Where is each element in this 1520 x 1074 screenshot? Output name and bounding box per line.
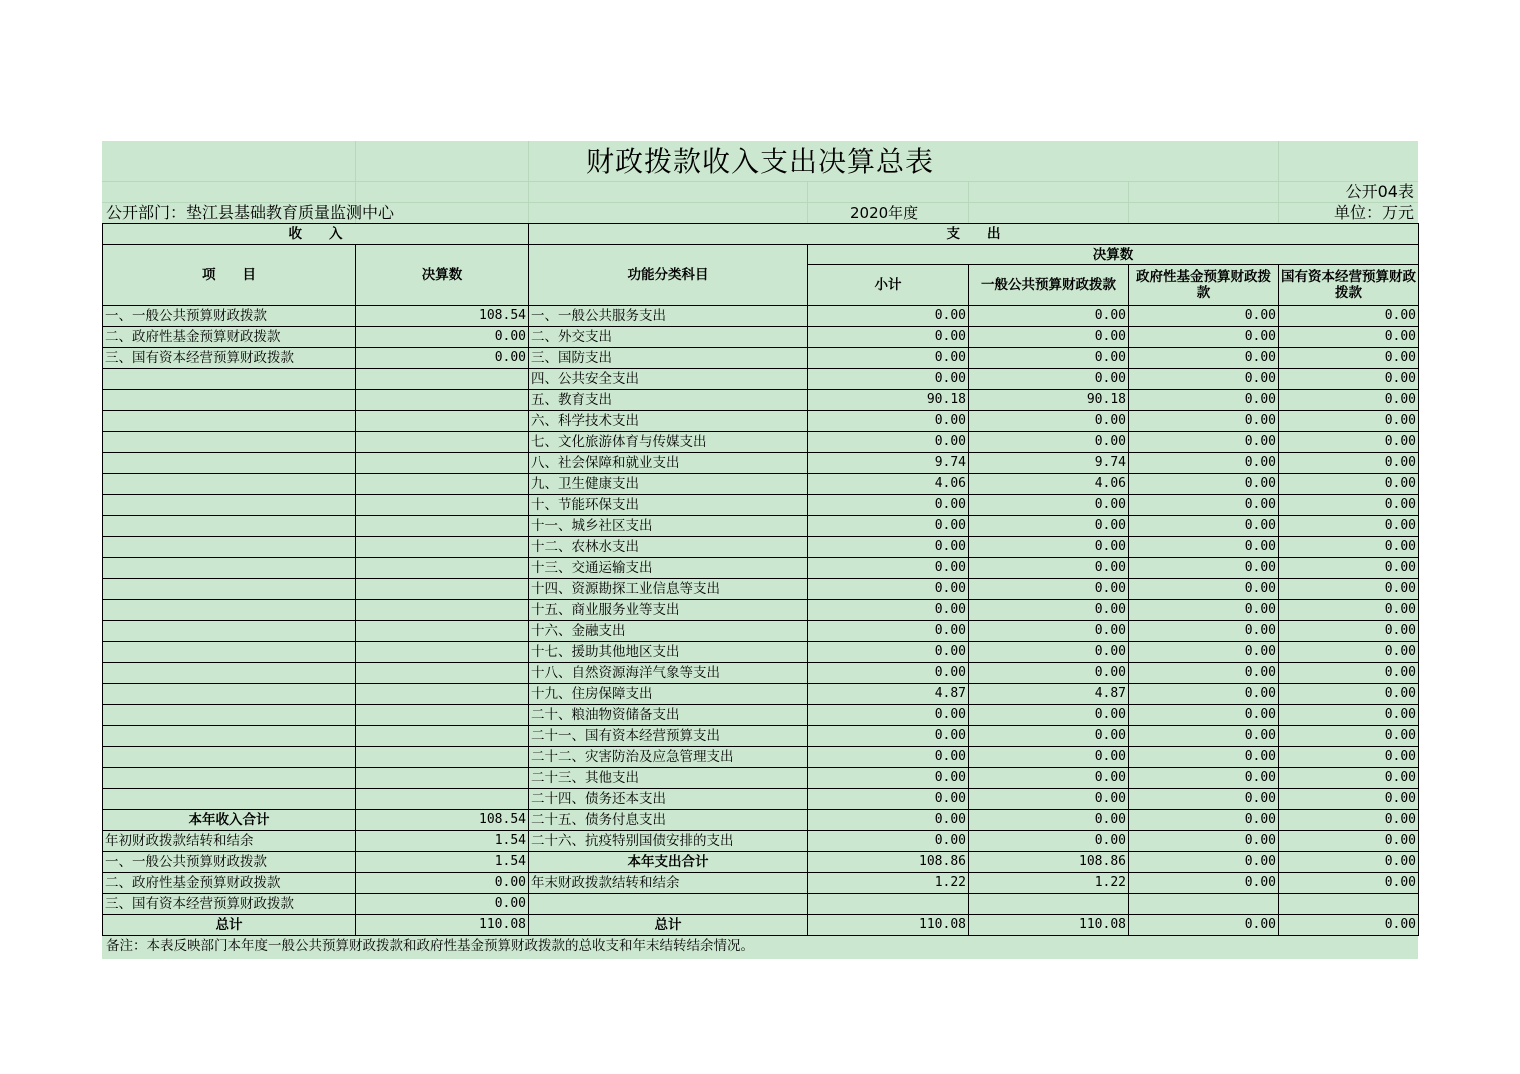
expense-item-cell: 本年支出合计 xyxy=(529,852,808,873)
income-amount-cell: 1.54 xyxy=(356,852,529,873)
expense-general-cell: 0.00 xyxy=(969,663,1129,684)
expense-general-cell: 108.86 xyxy=(969,852,1129,873)
expense-gov-fund-cell: 0.00 xyxy=(1129,600,1279,621)
expense-item-cell: 十六、金融支出 xyxy=(529,621,808,642)
income-item-cell xyxy=(103,705,356,726)
income-item-cell: 一、一般公共预算财政拨款 xyxy=(103,306,356,327)
item-header: 项 目 xyxy=(103,245,356,306)
expense-subtotal-cell: 0.00 xyxy=(808,621,969,642)
expense-item-cell: 十七、援助其他地区支出 xyxy=(529,642,808,663)
income-item-cell: 本年收入合计 xyxy=(103,810,356,831)
expense-state-capital-cell: 0.00 xyxy=(1279,789,1419,810)
table-row xyxy=(103,747,1419,768)
income-amount-cell: 110.08 xyxy=(356,915,529,936)
expense-general-cell: 0.00 xyxy=(969,579,1129,600)
expense-state-capital-cell: 0.00 xyxy=(1279,663,1419,684)
income-amount-cell xyxy=(356,453,529,474)
expense-state-capital-cell: 0.00 xyxy=(1279,915,1419,936)
expense-gov-fund-cell: 0.00 xyxy=(1129,369,1279,390)
expense-gov-fund-cell xyxy=(1129,894,1279,915)
table-row xyxy=(103,852,1419,873)
table-row xyxy=(103,579,1419,600)
table-row xyxy=(103,642,1419,663)
income-item-cell xyxy=(103,579,356,600)
expense-general-cell: 0.00 xyxy=(969,537,1129,558)
expense-gov-fund-cell: 0.00 xyxy=(1129,705,1279,726)
expense-subtotal-cell: 0.00 xyxy=(808,663,969,684)
table-row xyxy=(103,411,1419,432)
expense-subtotal-cell: 0.00 xyxy=(808,495,969,516)
income-amount-cell xyxy=(356,705,529,726)
table-row xyxy=(103,432,1419,453)
expense-state-capital-cell xyxy=(1279,894,1419,915)
expense-general-cell: 0.00 xyxy=(969,411,1129,432)
expense-state-capital-cell: 0.00 xyxy=(1279,306,1419,327)
table-row xyxy=(103,600,1419,621)
budget-table xyxy=(102,223,1419,936)
footnote: 备注：本表反映部门本年度一般公共预算财政拨款和政府性基金预算财政拨款的总收支和年末结转结余情况。 xyxy=(106,938,754,954)
expense-state-capital-cell: 0.00 xyxy=(1279,516,1419,537)
expense-subtotal-cell: 0.00 xyxy=(808,432,969,453)
expense-item-cell: 八、社会保障和就业支出 xyxy=(529,453,808,474)
income-item-cell xyxy=(103,663,356,684)
table-row xyxy=(103,390,1419,411)
final-amount-header: 决算数 xyxy=(808,245,1419,265)
expense-general-cell: 0.00 xyxy=(969,705,1129,726)
table-row xyxy=(103,915,1419,936)
expense-state-capital-cell: 0.00 xyxy=(1279,852,1419,873)
income-amount-cell xyxy=(356,747,529,768)
expense-gov-fund-cell: 0.00 xyxy=(1129,642,1279,663)
income-amount-cell: 0.00 xyxy=(356,873,529,894)
income-amount-cell xyxy=(356,642,529,663)
expense-item-cell: 五、教育支出 xyxy=(529,390,808,411)
expense-subtotal-cell: 0.00 xyxy=(808,327,969,348)
expense-item-cell: 二十四、债务还本支出 xyxy=(529,789,808,810)
expense-state-capital-cell: 0.00 xyxy=(1279,369,1419,390)
expense-state-capital-cell: 0.00 xyxy=(1279,684,1419,705)
income-amount-cell: 0.00 xyxy=(356,348,529,369)
expense-state-capital-cell: 0.00 xyxy=(1279,579,1419,600)
table-row xyxy=(103,894,1419,915)
expense-subtotal-cell: 0.00 xyxy=(808,726,969,747)
expense-gov-fund-cell: 0.00 xyxy=(1129,810,1279,831)
income-amount-cell xyxy=(356,789,529,810)
expense-state-capital-cell: 0.00 xyxy=(1279,621,1419,642)
income-amount-cell xyxy=(356,432,529,453)
expense-gov-fund-cell: 0.00 xyxy=(1129,684,1279,705)
expense-gov-fund-cell: 0.00 xyxy=(1129,537,1279,558)
table-row xyxy=(103,453,1419,474)
expense-general-cell: 0.00 xyxy=(969,327,1129,348)
income-item-cell xyxy=(103,432,356,453)
income-item-cell xyxy=(103,621,356,642)
income-item-cell xyxy=(103,537,356,558)
expense-subtotal-cell: 1.22 xyxy=(808,873,969,894)
income-item-cell xyxy=(103,558,356,579)
income-amount-cell xyxy=(356,663,529,684)
expense-subtotal-cell: 4.87 xyxy=(808,684,969,705)
income-amount-cell xyxy=(356,558,529,579)
expense-item-cell: 总计 xyxy=(529,915,808,936)
expense-general-cell: 110.08 xyxy=(969,915,1129,936)
expense-state-capital-cell: 0.00 xyxy=(1279,474,1419,495)
expense-item-cell: 三、国防支出 xyxy=(529,348,808,369)
expense-state-capital-cell: 0.00 xyxy=(1279,558,1419,579)
state-capital-header: 国有资本经营预算财政拨款 xyxy=(1279,265,1419,306)
expense-gov-fund-cell: 0.00 xyxy=(1129,726,1279,747)
expense-general-cell: 0.00 xyxy=(969,432,1129,453)
income-amount-cell: 0.00 xyxy=(356,894,529,915)
report-title: 财政拨款收入支出决算总表 xyxy=(585,145,934,178)
expense-general-cell: 4.06 xyxy=(969,474,1129,495)
table-row xyxy=(103,831,1419,852)
expense-state-capital-cell: 0.00 xyxy=(1279,390,1419,411)
income-item-cell xyxy=(103,474,356,495)
income-item-cell: 二、政府性基金预算财政拨款 xyxy=(103,327,356,348)
expense-gov-fund-cell: 0.00 xyxy=(1129,579,1279,600)
income-amount-cell: 108.54 xyxy=(356,306,529,327)
expense-gov-fund-cell: 0.00 xyxy=(1129,747,1279,768)
expense-gov-fund-cell: 0.00 xyxy=(1129,516,1279,537)
expense-subtotal-cell: 4.06 xyxy=(808,474,969,495)
expense-item-cell: 十一、城乡社区支出 xyxy=(529,516,808,537)
expense-gov-fund-cell: 0.00 xyxy=(1129,474,1279,495)
expense-general-cell: 0.00 xyxy=(969,726,1129,747)
expense-state-capital-cell: 0.00 xyxy=(1279,327,1419,348)
expense-gov-fund-cell: 0.00 xyxy=(1129,558,1279,579)
table-row xyxy=(103,369,1419,390)
income-amount-cell xyxy=(356,768,529,789)
expense-gov-fund-cell: 0.00 xyxy=(1129,432,1279,453)
expense-item-cell: 九、卫生健康支出 xyxy=(529,474,808,495)
income-item-cell xyxy=(103,747,356,768)
income-item-cell xyxy=(103,600,356,621)
expense-general-cell: 0.00 xyxy=(969,831,1129,852)
expense-gov-fund-cell: 0.00 xyxy=(1129,327,1279,348)
expense-item-cell: 年末财政拨款结转和结余 xyxy=(529,873,808,894)
expense-gov-fund-cell: 0.00 xyxy=(1129,411,1279,432)
expense-state-capital-cell: 0.00 xyxy=(1279,747,1419,768)
expense-general-cell: 0.00 xyxy=(969,789,1129,810)
income-amount-cell xyxy=(356,369,529,390)
income-amount-cell xyxy=(356,600,529,621)
income-amount-cell xyxy=(356,537,529,558)
expense-general-cell: 0.00 xyxy=(969,495,1129,516)
expense-state-capital-cell: 0.00 xyxy=(1279,705,1419,726)
func-item-header: 功能分类科目 xyxy=(529,245,808,306)
expense-subtotal-cell: 0.00 xyxy=(808,831,969,852)
expense-general-cell: 0.00 xyxy=(969,810,1129,831)
expense-subtotal-cell: 0.00 xyxy=(808,810,969,831)
expense-gov-fund-cell: 0.00 xyxy=(1129,495,1279,516)
expense-state-capital-cell: 0.00 xyxy=(1279,726,1419,747)
expense-subtotal-cell: 108.86 xyxy=(808,852,969,873)
income-item-cell: 三、国有资本经营预算财政拨款 xyxy=(103,348,356,369)
expense-general-cell: 4.87 xyxy=(969,684,1129,705)
table-row xyxy=(103,348,1419,369)
income-amount-cell xyxy=(356,474,529,495)
expense-subtotal-cell: 0.00 xyxy=(808,348,969,369)
expense-gov-fund-cell: 0.00 xyxy=(1129,873,1279,894)
table-row xyxy=(103,516,1419,537)
income-item-cell xyxy=(103,495,356,516)
expense-gov-fund-cell: 0.00 xyxy=(1129,663,1279,684)
table-row xyxy=(103,537,1419,558)
expense-state-capital-cell: 0.00 xyxy=(1279,768,1419,789)
table-row xyxy=(103,810,1419,831)
form-number: 公开04表 xyxy=(1345,182,1414,201)
unit-label: 单位：万元 xyxy=(1333,203,1414,222)
expense-subtotal-cell: 0.00 xyxy=(808,789,969,810)
expense-subtotal-cell: 90.18 xyxy=(808,390,969,411)
income-item-cell: 总计 xyxy=(103,915,356,936)
expense-item-cell: 二十一、国有资本经营预算支出 xyxy=(529,726,808,747)
expense-subtotal-cell: 0.00 xyxy=(808,369,969,390)
expense-general-cell: 0.00 xyxy=(969,306,1129,327)
income-item-cell xyxy=(103,411,356,432)
expense-subtotal-cell: 0.00 xyxy=(808,642,969,663)
expense-state-capital-cell: 0.00 xyxy=(1279,873,1419,894)
expense-general-cell xyxy=(969,894,1129,915)
expense-item-cell: 十八、自然资源海洋气象等支出 xyxy=(529,663,808,684)
income-amount-cell xyxy=(356,579,529,600)
expense-subtotal-cell: 0.00 xyxy=(808,600,969,621)
income-item-cell: 年初财政拨款结转和结余 xyxy=(103,831,356,852)
income-item-cell xyxy=(103,390,356,411)
expense-gov-fund-cell: 0.00 xyxy=(1129,453,1279,474)
income-item-cell: 一、一般公共预算财政拨款 xyxy=(103,852,356,873)
expense-state-capital-cell: 0.00 xyxy=(1279,600,1419,621)
expense-gov-fund-cell: 0.00 xyxy=(1129,306,1279,327)
expense-subtotal-cell: 9.74 xyxy=(808,453,969,474)
expense-gov-fund-cell: 0.00 xyxy=(1129,789,1279,810)
expense-item-cell: 二十三、其他支出 xyxy=(529,768,808,789)
expense-state-capital-cell: 0.00 xyxy=(1279,642,1419,663)
income-item-cell xyxy=(103,453,356,474)
amount-header: 决算数 xyxy=(356,245,529,306)
income-amount-cell xyxy=(356,411,529,432)
expense-subtotal-cell: 0.00 xyxy=(808,705,969,726)
expense-item-cell: 二十、粮油物资储备支出 xyxy=(529,705,808,726)
income-item-cell xyxy=(103,789,356,810)
expense-subtotal-cell: 0.00 xyxy=(808,411,969,432)
expense-subtotal-cell: 0.00 xyxy=(808,516,969,537)
department-label: 公开部门：垫江县基础教育质量监测中心 xyxy=(106,203,395,222)
report-sheet xyxy=(102,141,1418,959)
expense-gov-fund-cell: 0.00 xyxy=(1129,768,1279,789)
gov-fund-header: 政府性基金预算财政拨款 xyxy=(1129,265,1279,306)
expense-item-cell xyxy=(529,894,808,915)
expense-gov-fund-cell: 0.00 xyxy=(1129,621,1279,642)
income-item-cell xyxy=(103,768,356,789)
expense-subtotal-cell: 0.00 xyxy=(808,306,969,327)
income-amount-cell: 108.54 xyxy=(356,810,529,831)
income-item-cell xyxy=(103,684,356,705)
table-row xyxy=(103,474,1419,495)
expense-state-capital-cell: 0.00 xyxy=(1279,432,1419,453)
expense-item-cell: 十三、交通运输支出 xyxy=(529,558,808,579)
income-amount-cell xyxy=(356,495,529,516)
expense-general-cell: 0.00 xyxy=(969,621,1129,642)
expense-state-capital-cell: 0.00 xyxy=(1279,810,1419,831)
income-amount-cell xyxy=(356,684,529,705)
income-amount-cell xyxy=(356,516,529,537)
table-row xyxy=(103,705,1419,726)
expense-general-cell: 90.18 xyxy=(969,390,1129,411)
subtotal-header: 小计 xyxy=(808,265,969,306)
expense-subtotal-cell: 0.00 xyxy=(808,747,969,768)
expense-state-capital-cell: 0.00 xyxy=(1279,453,1419,474)
table-row xyxy=(103,621,1419,642)
expense-subtotal-cell xyxy=(808,894,969,915)
expense-subtotal-cell: 110.08 xyxy=(808,915,969,936)
income-amount-cell xyxy=(356,621,529,642)
table-row xyxy=(103,306,1419,327)
table-row xyxy=(103,327,1419,348)
income-amount-cell: 0.00 xyxy=(356,327,529,348)
expense-item-cell: 十五、商业服务业等支出 xyxy=(529,600,808,621)
fiscal-year: 2020年度 xyxy=(850,204,919,222)
table-body xyxy=(103,306,1419,936)
expense-item-cell: 七、文化旅游体育与传媒支出 xyxy=(529,432,808,453)
expense-general-cell: 0.00 xyxy=(969,369,1129,390)
income-amount-cell: 1.54 xyxy=(356,831,529,852)
expense-general-cell: 0.00 xyxy=(969,747,1129,768)
expense-state-capital-cell: 0.00 xyxy=(1279,348,1419,369)
expense-item-cell: 二、外交支出 xyxy=(529,327,808,348)
expense-general-cell: 0.00 xyxy=(969,600,1129,621)
expense-gov-fund-cell: 0.00 xyxy=(1129,390,1279,411)
income-amount-cell xyxy=(356,726,529,747)
expense-gov-fund-cell: 0.00 xyxy=(1129,915,1279,936)
table-row xyxy=(103,768,1419,789)
income-header: 收 入 xyxy=(103,224,529,245)
expense-general-cell: 0.00 xyxy=(969,642,1129,663)
table-row xyxy=(103,789,1419,810)
expense-item-cell: 一、一般公共服务支出 xyxy=(529,306,808,327)
expense-gov-fund-cell: 0.00 xyxy=(1129,852,1279,873)
expense-item-cell: 二十五、债务付息支出 xyxy=(529,810,808,831)
expense-subtotal-cell: 0.00 xyxy=(808,558,969,579)
expense-item-cell: 四、公共安全支出 xyxy=(529,369,808,390)
expense-state-capital-cell: 0.00 xyxy=(1279,537,1419,558)
expense-general-cell: 0.00 xyxy=(969,558,1129,579)
expense-state-capital-cell: 0.00 xyxy=(1279,495,1419,516)
income-item-cell xyxy=(103,516,356,537)
income-item-cell xyxy=(103,642,356,663)
income-item-cell xyxy=(103,369,356,390)
expense-state-capital-cell: 0.00 xyxy=(1279,411,1419,432)
expense-item-cell: 十九、住房保障支出 xyxy=(529,684,808,705)
expense-item-cell: 十、节能环保支出 xyxy=(529,495,808,516)
expense-item-cell: 二十二、灾害防治及应急管理支出 xyxy=(529,747,808,768)
expense-gov-fund-cell: 0.00 xyxy=(1129,348,1279,369)
expense-general-cell: 0.00 xyxy=(969,768,1129,789)
expense-general-cell: 0.00 xyxy=(969,516,1129,537)
income-item-cell: 二、政府性基金预算财政拨款 xyxy=(103,873,356,894)
expense-subtotal-cell: 0.00 xyxy=(808,768,969,789)
table-row xyxy=(103,558,1419,579)
expense-subtotal-cell: 0.00 xyxy=(808,537,969,558)
expense-item-cell: 二十六、抗疫特别国债安排的支出 xyxy=(529,831,808,852)
expense-item-cell: 十二、农林水支出 xyxy=(529,537,808,558)
expense-item-cell: 十四、资源勘探工业信息等支出 xyxy=(529,579,808,600)
expense-header: 支 出 xyxy=(529,224,1419,245)
table-row xyxy=(103,726,1419,747)
table-row xyxy=(103,663,1419,684)
income-amount-cell xyxy=(356,390,529,411)
expense-subtotal-cell: 0.00 xyxy=(808,579,969,600)
table-row xyxy=(103,495,1419,516)
income-item-cell xyxy=(103,726,356,747)
expense-gov-fund-cell: 0.00 xyxy=(1129,831,1279,852)
general-budget-header: 一般公共预算财政拨款 xyxy=(969,265,1129,306)
table-row xyxy=(103,873,1419,894)
expense-general-cell: 0.00 xyxy=(969,348,1129,369)
table-row xyxy=(103,684,1419,705)
expense-general-cell: 1.22 xyxy=(969,873,1129,894)
expense-item-cell: 六、科学技术支出 xyxy=(529,411,808,432)
expense-general-cell: 9.74 xyxy=(969,453,1129,474)
income-item-cell: 三、国有资本经营预算财政拨款 xyxy=(103,894,356,915)
expense-state-capital-cell: 0.00 xyxy=(1279,831,1419,852)
